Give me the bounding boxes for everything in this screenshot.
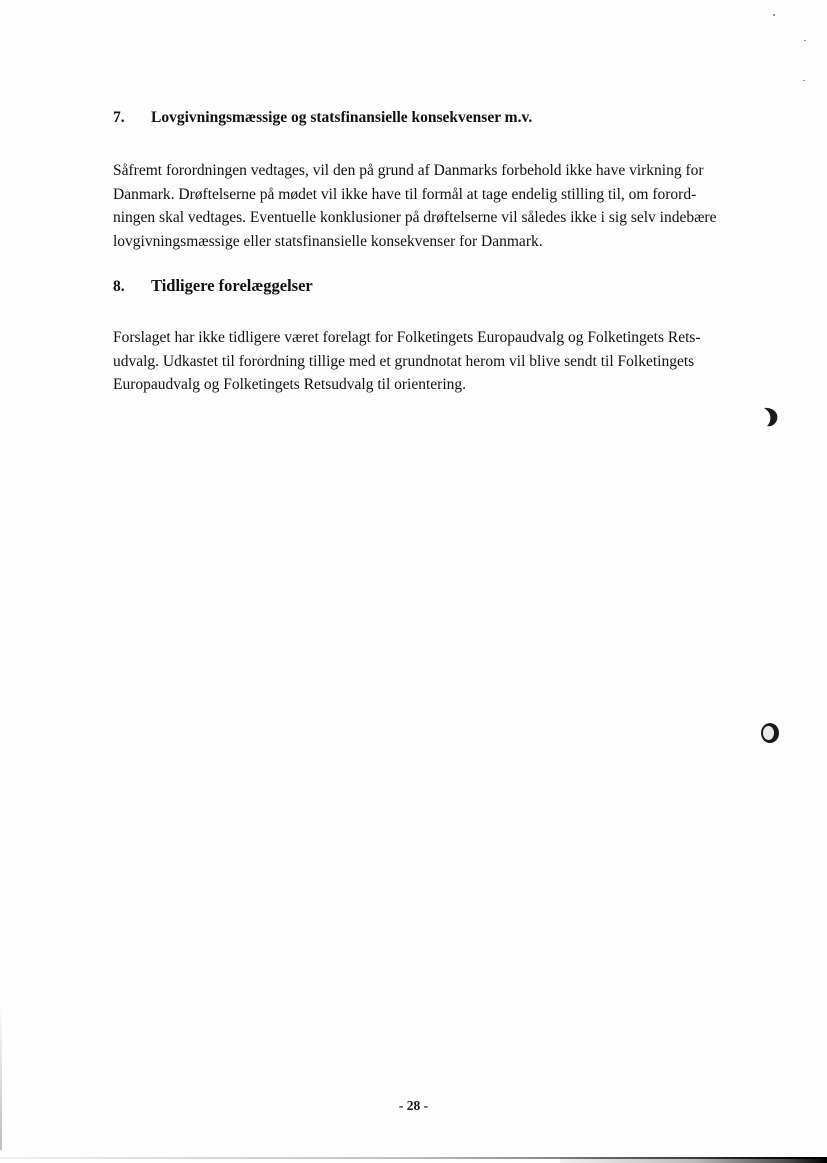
section-7-heading	[113, 109, 532, 127]
section-8-number: 8.	[113, 278, 125, 295]
scan-bottom-edge	[0, 1153, 827, 1163]
paragraph-line: Europaudvalg og Folketingets Retsudvalg til orientering.	[113, 376, 466, 393]
section-8-heading	[113, 276, 313, 296]
paragraph-line: udvalg. Udkastet til forordning tillige med et grundnotat herom vil blive sendt til Folketingets	[113, 352, 695, 370]
scan-edge-shadow	[0, 1000, 2, 1150]
paragraph-line: Såfremt forordningen vedtages, vil den på grund af Danmarks forbehold ikke have virkning for	[113, 162, 704, 179]
section-7-paragraph	[113, 159, 773, 253]
paragraph-line: Forslaget har ikke tidligere været forelagt for Folketingets Europaudvalg og Folketingets Rets-	[113, 329, 701, 346]
section-7-title: Lovgivningsmæssige og statsfinansielle konsekvenser m.v.	[151, 109, 533, 126]
punch-hole-icon	[760, 722, 780, 744]
section-8-title: Tidligere forelæggelser	[151, 276, 313, 295]
paragraph-line: lovgivningsmæssige eller statsfinansielle konsekvenser for Danmark.	[113, 232, 543, 250]
scan-speck	[773, 14, 775, 16]
paragraph-line: ningen skal vedtages. Eventuelle konklusioner på drøftelserne vil således ikke i sig selv indebære	[113, 209, 717, 226]
punch-hole-icon	[760, 406, 780, 428]
page-number: - 28 -	[398, 1098, 429, 1113]
paragraph-line: Danmark. Drøftelserne på mødet vil ikke have til formål at tage endelig stilling til, om forord-	[113, 185, 697, 203]
scan-speck	[803, 80, 805, 81]
section-7-number: 7.	[113, 109, 125, 126]
section-8-paragraph	[113, 326, 773, 397]
scan-speck	[804, 40, 806, 41]
